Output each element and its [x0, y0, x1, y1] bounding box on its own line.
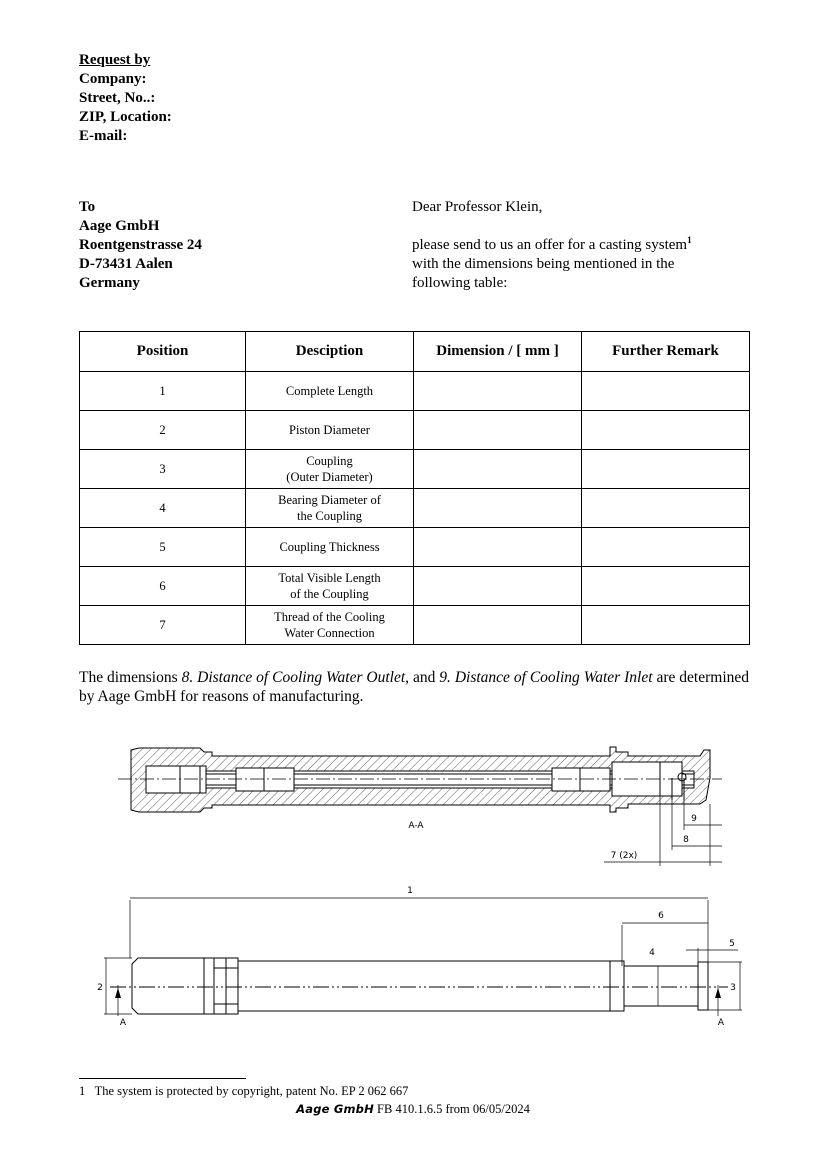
cell-position: 5 [80, 528, 246, 567]
cell-description: Bearing Diameter of the Coupling [246, 489, 414, 528]
page-footer [0, 1102, 826, 1117]
dim-label-outlet: 8 [683, 835, 689, 845]
footnote-number: 1 [79, 1084, 86, 1098]
section-marker-left: A [119, 1018, 127, 1028]
cell-description: Coupling Thickness [246, 528, 414, 567]
cell-remark[interactable] [582, 528, 750, 567]
cell-remark[interactable] [582, 450, 750, 489]
cell-position: 4 [80, 489, 246, 528]
dim-label-inlet: 9 [691, 814, 697, 824]
note-text-2: , and [405, 669, 440, 686]
dim-label-bearing-diameter: 4 [649, 948, 655, 958]
salutation: Dear Professor Klein, [412, 199, 543, 215]
cell-description: Piston Diameter [246, 411, 414, 450]
cell-description: Coupling (Outer Diameter) [246, 450, 414, 489]
cell-remark[interactable] [582, 489, 750, 528]
cell-position: 6 [80, 567, 246, 606]
table-header-row [80, 332, 750, 372]
table-row [80, 606, 750, 645]
recipient-city: D-73431 Aalen [79, 256, 173, 272]
cell-dimension[interactable] [414, 567, 582, 606]
header-description: Desciption [246, 332, 414, 372]
header-dimension: Dimension / [ mm ] [414, 332, 582, 372]
dim-label-piston-diameter: 2 [97, 983, 103, 993]
cell-description: Thread of the Cooling Water Connection [246, 606, 414, 645]
cell-position: 2 [80, 411, 246, 450]
cell-dimension[interactable] [414, 528, 582, 567]
company-logo: Aage GmbH [296, 1102, 374, 1116]
recipient-name: Aage GmbH [79, 218, 160, 234]
section-marker-right: A [717, 1018, 725, 1028]
table-row [80, 450, 750, 489]
cell-dimension[interactable] [414, 606, 582, 645]
side-view-drawing [0, 880, 826, 1030]
recipient-street: Roentgenstrasse 24 [79, 237, 202, 253]
cell-description: Total Visible Length of the Coupling [246, 567, 414, 606]
table-row [80, 489, 750, 528]
dim-label-thread: 7 (2x) [610, 851, 638, 861]
cell-remark[interactable] [582, 567, 750, 606]
header-position: Position [80, 332, 246, 372]
street-label: Street, No..: [79, 90, 156, 106]
table-row [80, 528, 750, 567]
letter-line-1-text: please send to us an offer for a casting system [412, 237, 688, 253]
table-row [80, 411, 750, 450]
cell-remark[interactable] [582, 606, 750, 645]
letter-line-1 [412, 236, 692, 255]
cell-position: 7 [80, 606, 246, 645]
cell-description: Complete Length [246, 372, 414, 411]
cell-remark[interactable] [582, 372, 750, 411]
section-label: A-A [408, 821, 424, 831]
footnote-rule [79, 1078, 246, 1079]
cell-dimension[interactable] [414, 489, 582, 528]
cell-position: 1 [80, 372, 246, 411]
table-row [80, 567, 750, 606]
note-inlet-term: 9. Distance of Cooling Water Inlet [439, 669, 653, 686]
footnote-text: The system is protected by copyright, patent No. EP 2 062 667 [94, 1084, 409, 1098]
footnote-mark: 1 [687, 235, 692, 245]
footnote [79, 1084, 408, 1099]
recipient-country: Germany [79, 275, 140, 291]
section-drawing [0, 730, 826, 870]
company-label: Company: [79, 71, 147, 87]
cell-dimension[interactable] [414, 450, 582, 489]
dim-label-visible-length: 6 [658, 911, 664, 921]
letter-line-3: following table: [412, 275, 508, 291]
note-text-3: are determined by Aage GmbH for reasons of manufacturing. [79, 669, 750, 705]
email-label: E-mail: [79, 128, 128, 144]
note-outlet-term: 8. Distance of Cooling Water Outlet [181, 669, 406, 686]
dim-label-coupling-outer: 3 [730, 983, 736, 993]
to-label: To [79, 199, 96, 215]
form-reference: FB 410.1.6.5 from 06/05/2024 [373, 1102, 530, 1116]
dim-label-complete-length: 1 [407, 886, 413, 896]
dimensions-table [79, 331, 750, 645]
dimensions-note [79, 668, 749, 706]
note-text-1: The dimensions [79, 669, 182, 686]
header-remark: Further Remark [582, 332, 750, 372]
cell-remark[interactable] [582, 411, 750, 450]
request-by-heading: Request by [79, 52, 151, 68]
cell-position: 3 [80, 450, 246, 489]
table-row [80, 372, 750, 411]
cell-dimension[interactable] [414, 372, 582, 411]
dim-label-coupling-thickness: 5 [729, 939, 735, 949]
letter-line-2: with the dimensions being mentioned in the [412, 256, 675, 272]
zip-location-label: ZIP, Location: [79, 109, 172, 125]
cell-dimension[interactable] [414, 411, 582, 450]
